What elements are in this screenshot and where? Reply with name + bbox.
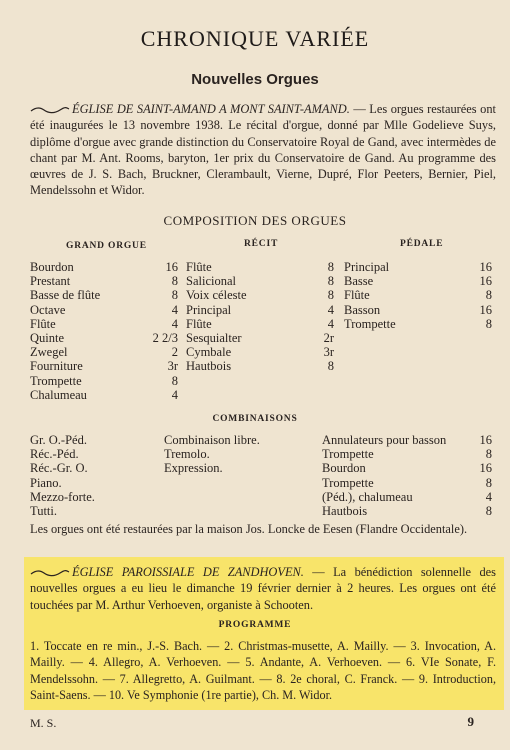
stop-pitch: 8	[485, 503, 492, 518]
stop-row	[344, 288, 492, 302]
stop-pitch: 16	[479, 433, 492, 447]
stop-name: Annulateurs pour basson	[322, 433, 447, 447]
stop-row	[30, 331, 178, 345]
grand-orgue-stops	[30, 260, 178, 402]
stop-name: Trompette	[322, 447, 374, 462]
stop-pitch: 4	[171, 387, 178, 402]
stop-pitch: 3r	[323, 345, 334, 360]
stop-name: Principal	[186, 302, 232, 317]
combinaison-item: Combinaison libre.	[164, 433, 260, 447]
stop-pitch: 2 2/3	[152, 330, 178, 345]
stop-name: Basson	[344, 302, 381, 317]
combinaison-item: Tutti.	[30, 503, 57, 518]
article-heading: ÉGLISE DE SAINT-AMAND A MONT SAINT-AMAND.	[72, 102, 350, 116]
stop-row	[186, 303, 334, 317]
stop-row	[344, 274, 492, 288]
combinaison-item: Réc.-Gr. O.	[30, 461, 88, 476]
combinaison-item: Piano.	[30, 475, 62, 490]
stop-pitch: 16	[479, 461, 492, 476]
stop-row	[186, 288, 334, 302]
stop-name: Flûte	[186, 260, 212, 274]
article-text: — Les orgues restaurées ont été inaugurées le 13 novembre 1938. Le récital d'orgue, donné par Mlle Godelieve Suys, diplôme d'orgue avec grande distinction du Conservatoire Royal de Gand, avec intermèdes de chant par M. Ant. Rooms, baryton, 1er prix du Conservatoire de Gand. Au programme des œuvres de J. S. Bach, Bruckner, Clerambault, Vierne, Dupré, Flor Peeters, Bernier, Piel, Mendelssohn et Widor.	[30, 102, 496, 198]
programme-heading: PROGRAMME	[218, 620, 292, 630]
stop-row	[322, 461, 492, 475]
stop-row	[186, 331, 334, 345]
stop-pitch: 16	[479, 260, 492, 274]
stop-row	[186, 359, 334, 373]
stop-pitch: 8	[485, 447, 492, 462]
stop-row	[30, 388, 178, 402]
stop-row	[186, 274, 334, 288]
stop-row	[30, 345, 178, 359]
stop-name: Basse	[344, 274, 374, 289]
stop-row	[344, 260, 492, 274]
stop-name: (Péd.), chalumeau	[322, 489, 413, 504]
stop-pitch: 8	[485, 475, 492, 490]
stop-row	[186, 317, 334, 331]
stop-row	[186, 260, 334, 274]
stop-pitch: 8	[171, 373, 178, 388]
page-title: CHRONIQUE VARIÉE	[140, 26, 370, 51]
stop-name: Trompette	[344, 316, 396, 331]
stop-name: Principal	[344, 260, 390, 274]
stop-row	[322, 433, 492, 447]
stop-pitch: 4	[485, 489, 492, 504]
page-number: 9	[467, 714, 474, 729]
combinaison-item: Réc.-Péd.	[30, 447, 79, 462]
combinaisons-annulateurs	[322, 433, 492, 518]
stop-name: Basse de flûte	[30, 288, 101, 303]
stop-pitch: 8	[171, 288, 178, 303]
combinaison-item: Tremolo.	[164, 447, 210, 462]
combinaison-item: Expression.	[164, 461, 223, 476]
stop-name: Octave	[30, 302, 66, 317]
pedale-label: PÉDALE	[400, 239, 444, 249]
stop-pitch: 2	[171, 345, 178, 360]
article-saint-amand	[30, 101, 496, 199]
stop-name: Cymbale	[186, 345, 232, 360]
stop-row	[30, 260, 178, 274]
swash-ornament-icon	[30, 569, 70, 577]
stop-name: Flûte	[30, 316, 56, 331]
stop-name: Sesquialter	[186, 330, 242, 345]
programme-text: 1. Toccate en re min., J.-S. Bach. — 2. Christmas-musette, A. Mailly. — 3. Invocation, A. Mailly. — 4. Allegro, A. Verhoeven. — 5. Andante, A. Verhoeven. — 6. VIe Sonate, F. Mendelssohn. — 7. Allegretto, A. Guilmant. — 8. 2e choral, C. Franck. — 9. Introduction, Saint-Saens. — 10. Ve Symphonie (1re partie), Ch. M. Widor.	[30, 639, 496, 702]
stop-pitch: 16	[165, 260, 178, 274]
stop-pitch: 8	[485, 288, 492, 303]
stop-name: Flûte	[186, 316, 212, 331]
restoration-note: Les orgues ont été restaurées par la maison Jos. Loncke de Eesen (Flandre Occidentale).	[30, 522, 468, 536]
stop-name: Salicional	[186, 274, 236, 289]
stop-pitch: 8	[327, 274, 334, 289]
stop-name: Trompette	[30, 373, 82, 388]
article-heading: ÉGLISE PAROISSIALE DE ZANDHOVEN.	[72, 565, 304, 579]
swash-ornament-icon	[30, 106, 70, 114]
stop-pitch: 4	[171, 302, 178, 317]
stop-name: Bourdon	[322, 461, 366, 476]
stop-row	[322, 490, 492, 504]
stop-pitch: 8	[327, 260, 334, 274]
stop-row	[30, 317, 178, 331]
stop-row	[30, 288, 178, 302]
stop-row	[322, 504, 492, 518]
stop-name: Quinte	[30, 330, 65, 345]
stop-pitch: 8	[327, 288, 334, 303]
stop-name: Hautbois	[322, 503, 368, 518]
article-zandhoven	[30, 564, 496, 613]
combinaisons-controls	[164, 433, 314, 476]
grand-orgue-label: GRAND ORGUE	[66, 241, 147, 251]
stop-row	[186, 345, 334, 359]
stop-row	[322, 476, 492, 490]
stop-name: Flûte	[344, 288, 370, 303]
stop-name: Prestant	[30, 274, 71, 289]
stop-row	[30, 303, 178, 317]
stop-row	[322, 447, 492, 461]
stop-name: Zwegel	[30, 345, 68, 360]
composition-heading: COMPOSITION DES ORGUES	[163, 213, 347, 228]
stop-name: Chalumeau	[30, 387, 87, 402]
combinaison-item: Gr. O.-Péd.	[30, 433, 87, 447]
stop-pitch: 8	[485, 316, 492, 331]
combinaisons-heading: COMBINAISONS	[212, 414, 298, 424]
stop-row	[30, 274, 178, 288]
stop-pitch: 16	[479, 302, 492, 317]
stop-row	[30, 359, 178, 373]
stop-pitch: 4	[327, 302, 334, 317]
stop-name: Bourdon	[30, 260, 74, 274]
stop-pitch: 8	[171, 274, 178, 289]
stop-row	[344, 303, 492, 317]
stop-pitch: 3r	[167, 359, 178, 374]
article-text: — La bénédiction solennelle des nouvelles orgues a eu lieu le dimanche 19 février dernier à 2 heures. Les orgues ont été touchées par M. Arthur Verhoeven, organiste à Schooten.	[30, 565, 496, 612]
pedale-stops	[344, 260, 492, 331]
stop-name: Voix céleste	[186, 288, 247, 303]
stop-name: Trompette	[322, 475, 374, 490]
footer-initials: M. S.	[30, 716, 57, 730]
stop-pitch: 4	[171, 316, 178, 331]
stop-pitch: 2r	[323, 330, 334, 345]
stop-row	[344, 317, 492, 331]
stop-pitch: 4	[327, 316, 334, 331]
recit-label: RÉCIT	[244, 239, 279, 249]
section-subtitle: Nouvelles Orgues	[191, 71, 319, 88]
stop-pitch: 8	[327, 359, 334, 374]
stop-row	[30, 374, 178, 388]
combinaison-item: Mezzo-forte.	[30, 489, 95, 504]
stop-name: Hautbois	[186, 359, 232, 374]
combinaisons-couplers	[30, 433, 160, 518]
stop-pitch: 16	[479, 274, 492, 289]
recit-stops	[186, 260, 334, 374]
stop-name: Fourniture	[30, 359, 83, 374]
